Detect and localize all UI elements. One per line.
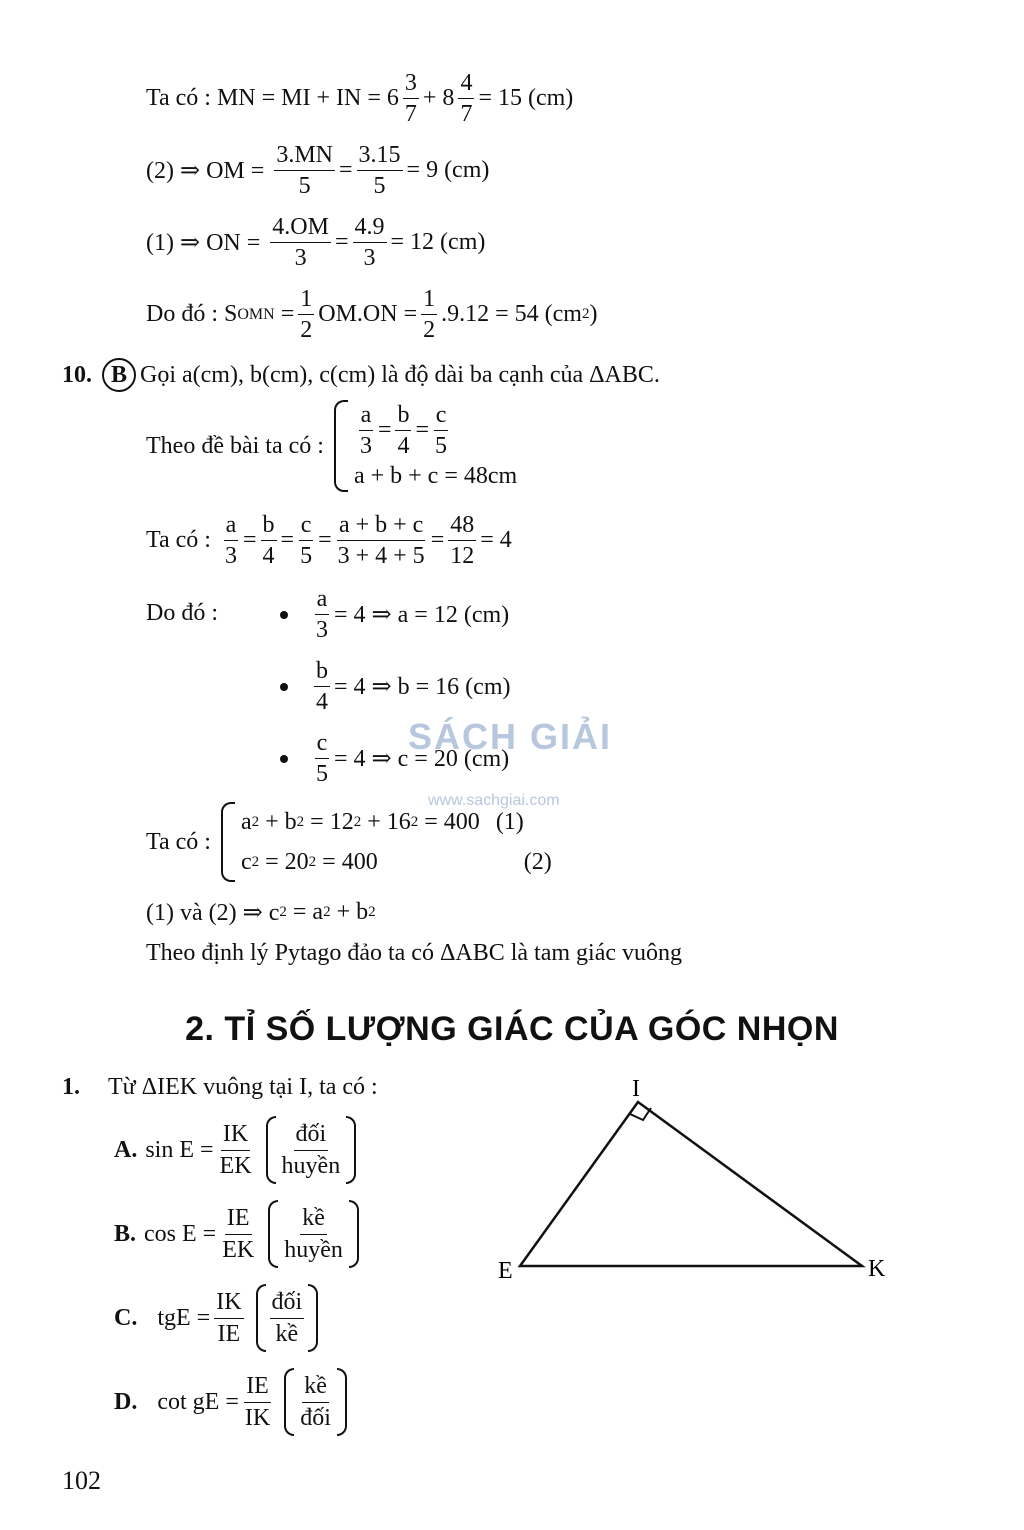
ratio-chain: Ta có : $\frac{a}{3}$ = $\frac{b}{4}$ = $\frac{c}{5}$ = $\frac{a + b + c}{3 + 4 + 5}$ = $\frac{48}{12}$ = 4 bbox=[146, 512, 512, 570]
fraction: $\frac{a + b + c}{3 + 4 + 5}$ bbox=[337, 512, 425, 570]
fraction: $\frac{3}{7}$ bbox=[404, 70, 417, 128]
calc-line-area: Do đó : S OMN = $\frac{1}{2}$ OM.ON = $\frac{1}{2}$ .9.12 = 54 (cm 2 ) bbox=[146, 286, 598, 344]
fraction: $\frac{1}{2}$ bbox=[300, 286, 313, 344]
watermark-url: www.sachgiai.com bbox=[428, 792, 560, 809]
fraction: $\frac{IE}{IK}$ bbox=[244, 1373, 271, 1431]
brace bbox=[221, 802, 235, 882]
fraction: $\frac{c}{5}$ bbox=[316, 730, 328, 788]
calc-line-on: (1) ⇒ ON = $\frac{4.OM}{3}$ = $\frac{4.9}{3}$ = 12 (cm) bbox=[146, 214, 486, 272]
section-heading: 2. TỈ SỐ LƯỢNG GIÁC CỦA GÓC NHỌN bbox=[185, 1010, 839, 1048]
parenthetical-note: $\frac{\text{đối}}{\text{kề}}$ bbox=[256, 1284, 319, 1352]
brace bbox=[334, 400, 348, 492]
watermark-logo: SÁCH GIẢI bbox=[408, 716, 613, 757]
fraction: $\frac{a}{3}$ bbox=[359, 401, 372, 460]
fraction: $\frac{4.OM}{3}$ bbox=[272, 214, 329, 272]
fraction: $\frac{b}{4}$ bbox=[316, 658, 328, 716]
bullet-c: $\frac{c}{5}$ = 4 ⇒ c = 20 (cm) bbox=[280, 730, 509, 788]
parenthetical-note: $\frac{\text{đối}}{\text{huyền}}$ bbox=[266, 1116, 357, 1184]
fraction: $\frac{a}{3}$ bbox=[224, 512, 237, 570]
fraction: $\frac{IK}{IE}$ bbox=[216, 1289, 242, 1347]
dodo-label: Do đó : bbox=[146, 600, 218, 626]
option-c: C. tgE = $\frac{IK}{IE}$ $\frac{\text{đối}}{\text{kề}}$ bbox=[114, 1284, 318, 1352]
bullet-icon bbox=[280, 611, 288, 619]
fraction: $\frac{3.15}{5}$ bbox=[358, 142, 401, 200]
page-number: 102 bbox=[62, 1466, 101, 1495]
option-a: A. sin E = $\frac{IK}{EK}$ $\frac{\text{đối}}{\text{huyền}}$ bbox=[114, 1116, 356, 1184]
fraction: $\frac{c}{5}$ bbox=[435, 401, 448, 460]
triangle-diagram bbox=[490, 1070, 910, 1300]
fraction: $\frac{48}{12}$ bbox=[450, 512, 475, 570]
problem-number: 10. bbox=[62, 361, 92, 388]
bullet-icon bbox=[280, 683, 288, 691]
calc-line-om: (2) ⇒ OM = $\frac{3.MN}{5}$ = $\frac{3.15}{5}$ = 9 (cm) bbox=[146, 142, 490, 200]
answer-choice-circle: B bbox=[102, 358, 136, 392]
fraction: $\frac{b}{4}$ bbox=[262, 512, 275, 570]
bullet-a: $\frac{a}{3}$ = 4 ⇒ a = 12 (cm) bbox=[280, 586, 509, 644]
fraction: $\frac{a}{3}$ bbox=[316, 586, 328, 644]
problem-number: 1. bbox=[62, 1074, 80, 1100]
fraction: $\frac{1}{2}$ bbox=[423, 286, 436, 344]
fraction: $\frac{4.9}{3}$ bbox=[354, 214, 385, 272]
given-system: Theo đề bài ta có : $\frac{a}{3}$ = $\frac{b}{4}$ = $\frac{c}{5}$ a + b + c = 48cm bbox=[146, 400, 517, 492]
vertex-label-i: I bbox=[632, 1076, 640, 1102]
fraction: $\frac{3.MN}{5}$ bbox=[276, 142, 333, 200]
fraction: $\frac{b}{4}$ bbox=[397, 401, 410, 460]
fraction: $\frac{IE}{EK}$ bbox=[222, 1205, 255, 1263]
squares-system: Ta có : a 2 + b 2 = 12 2 + 16 2 = 400 (1) c 2 = 20 2 = 400 (2) bbox=[146, 802, 552, 882]
conclusion-1: (1) và (2) ⇒ c 2 = a 2 + b 2 bbox=[146, 899, 376, 926]
conclusion-2: Theo định lý Pytago đảo ta có ΔABC là tam giác vuông bbox=[146, 940, 683, 966]
vertex-label-e: E bbox=[498, 1258, 513, 1284]
parenthetical-note: $\frac{\text{kề}}{\text{huyền}}$ bbox=[268, 1200, 359, 1268]
bullet-icon bbox=[280, 755, 288, 763]
fraction: $\frac{IK}{EK}$ bbox=[219, 1121, 252, 1179]
triangle-iek bbox=[520, 1102, 862, 1266]
option-b: B. cos E = $\frac{IE}{EK}$ $\frac{\text{kề}}{\text{huyền}}$ bbox=[114, 1200, 359, 1268]
problem-1-intro: 1. Từ ΔIEK vuông tại I, ta có : bbox=[62, 1074, 378, 1100]
fraction: $\frac{c}{5}$ bbox=[300, 512, 313, 570]
calc-line-mn: Ta có : MN = MI + IN = 6 $\frac{3}{7}$ + 8 $\frac{4}{7}$ = 15 (cm) bbox=[146, 70, 574, 128]
problem-10-intro: 10. B Gọi a(cm), b(cm), c(cm) là độ dài ba cạnh của ΔABC. bbox=[62, 358, 660, 392]
fraction: $\frac{4}{7}$ bbox=[460, 70, 473, 128]
option-d: D. cot gE = $\frac{IE}{IK}$ $\frac{\text{kề}}{\text{đối}}$ bbox=[114, 1368, 347, 1436]
vertex-label-k: K bbox=[868, 1256, 886, 1282]
bullet-b: $\frac{b}{4}$ = 4 ⇒ b = 16 (cm) bbox=[280, 658, 510, 716]
parenthetical-note: $\frac{\text{kề}}{\text{đối}}$ bbox=[284, 1368, 347, 1436]
